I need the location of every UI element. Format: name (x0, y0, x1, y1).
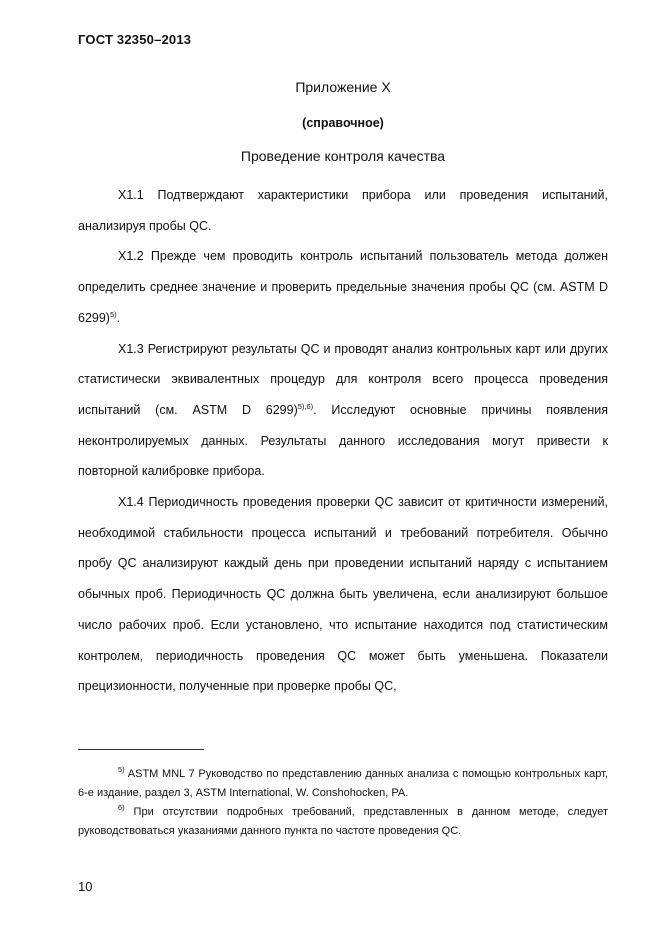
footnote-text: При отсутствии подробных требований, представленных в данном методе, следует руководствоваться указаниями данного пункта по частоте проведения QC. (78, 806, 608, 837)
footnotes (78, 765, 608, 841)
footnote-5 (78, 765, 608, 803)
body-text (78, 180, 608, 702)
appendix-heading: Проведение контроля качества (240, 148, 446, 164)
paragraph-text: Х1.2 Прежде чем проводить контроль испытаний пользователь метода должен определить среднее значение и проверить предельные значения пробы QC (см. ASTM D 6299) (78, 249, 608, 325)
footnote-mark: 6) (118, 803, 125, 812)
paragraph-x1-2 (78, 241, 608, 333)
footnote-mark: 5) (118, 765, 125, 774)
paragraph-x1-3 (78, 334, 608, 488)
paragraph-text: . (116, 310, 121, 325)
footnote-ref: 5),6) (297, 401, 314, 411)
paragraph-text: Х1.3 Регистрируют результаты QC и проводят анализ контрольных карт или других статистически эквивалентных процедур для контроля всего процесса проведения испытаний (см. ASTM D 6299) (78, 341, 608, 417)
footnote-text: ASTM MNL 7 Руководство по представлению данных анализа с помощью контрольных карт, 6-е издание, раздел 3, ASTM International, W. Conshohocken, PA. (78, 768, 608, 799)
footnote-ref: 5) (109, 309, 117, 319)
footnote-separator (78, 749, 204, 750)
paragraph-x1-4: Х1.4 Периодичность проведения проверки QC зависит от критичности измерений, необходимой стабильности процесса испытаний и требований потребителя. Обычно пробу QC анализируют каждый день при проведении испытаний наряду с испытанием обычных проб. Периодичность QC должна быть увеличена, если анализируют большое число рабочих проб. Если установлено, что испытание находится под статистическим контролем, периодичность проведения QC может быть уменьшена. Показатели прецизионности, полученные при проверке пробы QC, (78, 495, 608, 694)
paragraph-x1-1: Х1.1 Подтверждают характеристики прибора или проведения испытаний, анализируя пробы QC. (78, 188, 608, 233)
paragraph-text: . Исследуют основные причины появления неконтролируемых данных. Результаты данного исследования могут привести к повторной калибровке прибора. (78, 402, 608, 479)
document-code: ГОСТ 32350–2013 (78, 32, 192, 47)
appendix-subtitle: (справочное) (302, 116, 384, 130)
appendix-title: Приложение Х (295, 79, 391, 95)
footnote-6 (78, 803, 608, 841)
page-number: 10 (78, 879, 93, 894)
